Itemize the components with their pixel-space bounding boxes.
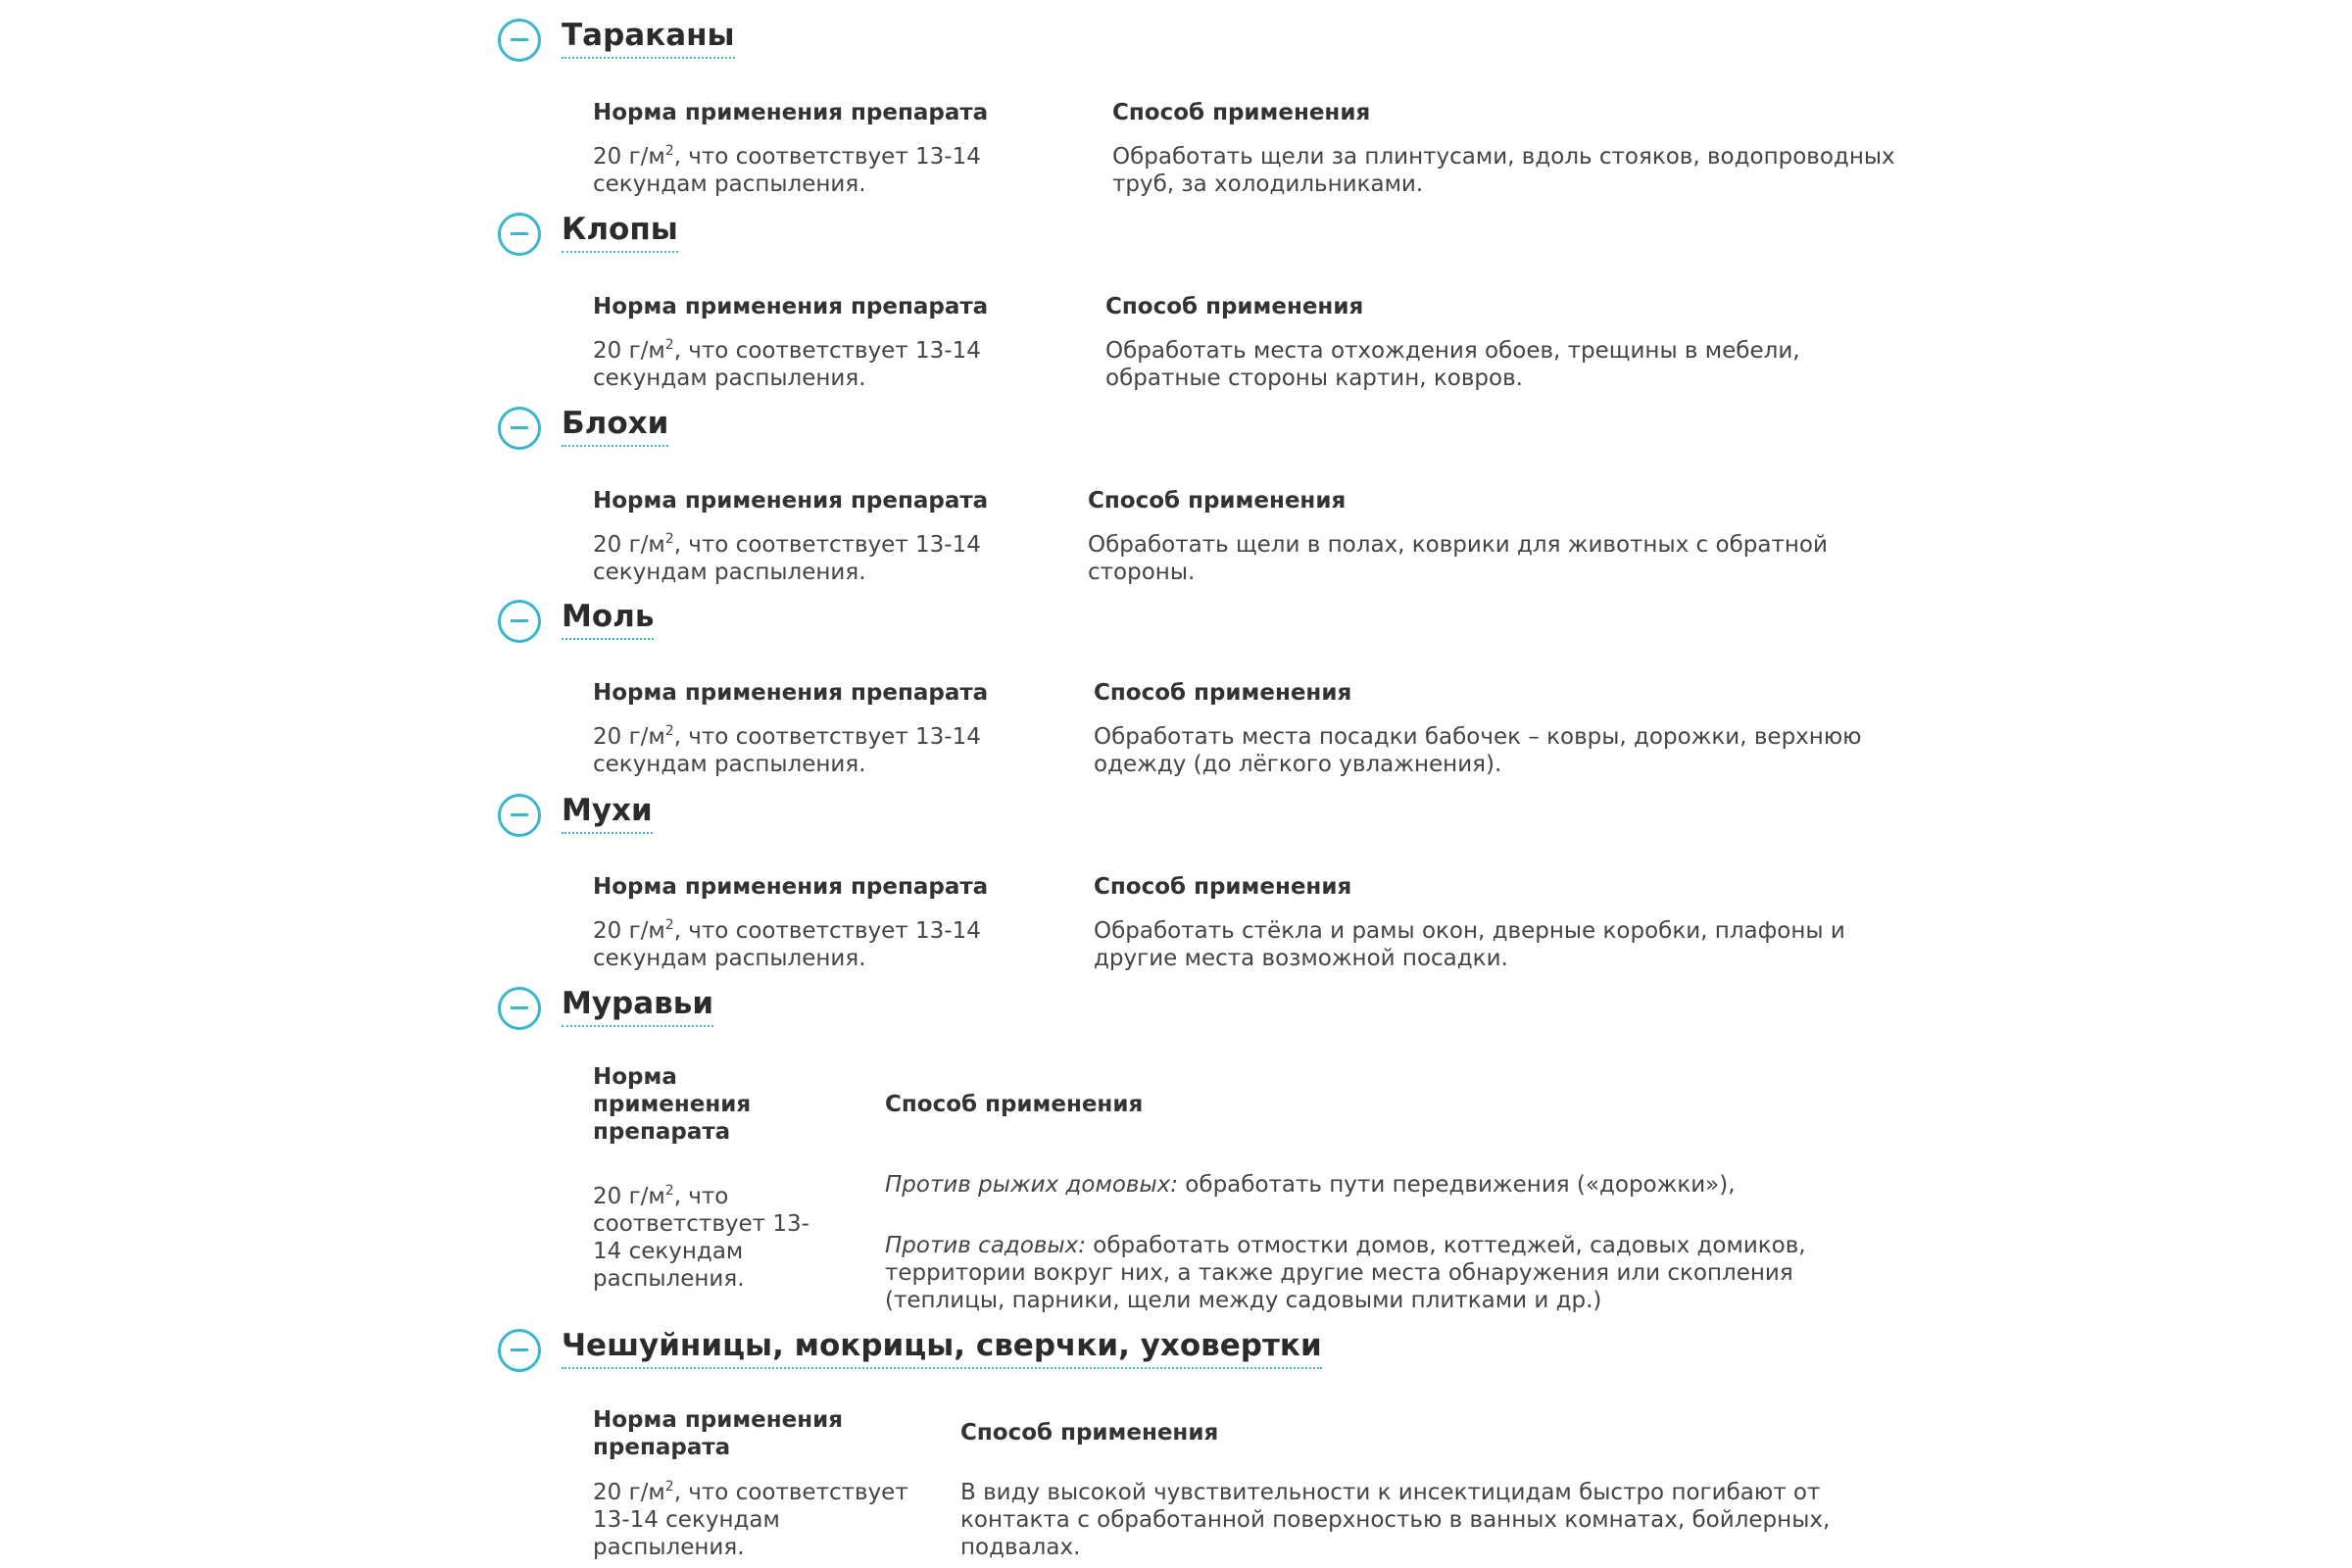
method-text: Обработать стёкла и рамы окон, дверные коробки, плафоны и другие места возможной посадки. xyxy=(1094,918,1845,971)
method-header: Способ применения xyxy=(1094,680,1352,706)
method-text-house-ants: Против рыжих домовых: обработать пути передвижения («дорожки»), xyxy=(885,1172,1736,1198)
section-title[interactable]: Моль xyxy=(562,597,654,640)
method-text: В виду высокой чувствительности к инсектицидам быстро погибают от контакта с обработанной поверхностью в ванных комнатах, бойлерных, подвалах. xyxy=(960,1480,1831,1560)
collapse-minus-icon[interactable] xyxy=(498,600,541,643)
method-text: Обработать места посадки бабочек – ковры, дорожки, верхнюю одежду (до лёгкого увлажнения). xyxy=(1094,724,1862,777)
section-title[interactable]: Тараканы xyxy=(562,16,735,59)
norm-text: 20 $г/м^2$, что соответствует 13- 14 секундам распыления. xyxy=(593,1183,809,1292)
method-header: Способ применения xyxy=(1112,100,1371,125)
method-text: Обработать щели в полах, коврики для животных с обратной стороны. xyxy=(1088,532,1828,585)
norm-text: 20 $г/м^2$, что соответствует 13-14 секундам распыления. xyxy=(593,337,981,391)
norm-text: 20 $г/м^2$, что соответствует 13-14 секундам распыления. xyxy=(593,1479,908,1560)
norm-text: 20 $г/м^2$, что соответствует 13-14 секундам распыления. xyxy=(593,917,981,971)
collapse-minus-icon[interactable] xyxy=(498,794,541,837)
norm-header: Норма применения препарата xyxy=(593,1407,843,1460)
norm-text: 20 $г/м^2$, что соответствует 13-14 секундам распыления. xyxy=(593,723,981,777)
norm-header: Норма применения препарата xyxy=(593,100,989,125)
collapse-minus-icon[interactable] xyxy=(498,407,541,450)
method-text: Обработать щели за плинтусами, вдоль стояков, водопроводных труб, за холодильниками. xyxy=(1112,144,1895,197)
method-header: Способ применения xyxy=(1094,874,1352,900)
norm-text: 20 $г/м^2$, что соответствует 13-14 секундам распыления. xyxy=(593,143,981,197)
section-title[interactable]: Блохи xyxy=(562,404,668,447)
section-title[interactable]: Муравьи xyxy=(562,984,713,1027)
norm-header: Норма применения препарата xyxy=(593,680,989,706)
norm-header: Норма применения препарата xyxy=(593,1064,752,1145)
method-header: Способ применения xyxy=(1105,294,1364,319)
collapse-minus-icon[interactable] xyxy=(498,987,541,1030)
norm-text: 20 $г/м^2$, что соответствует 13-14 секундам распыления. xyxy=(593,531,981,585)
collapse-minus-icon[interactable] xyxy=(498,19,541,62)
section-title[interactable]: Мухи xyxy=(562,791,653,834)
method-header: Способ применения xyxy=(1088,488,1347,514)
collapse-minus-icon[interactable] xyxy=(498,213,541,256)
norm-header: Норма применения препарата xyxy=(593,488,989,514)
method-text: Обработать места отхождения обоев, трещины в мебели, обратные стороны картин, ковров. xyxy=(1105,338,1800,391)
section-title[interactable]: Клопы xyxy=(562,210,678,253)
norm-header: Норма применения препарата xyxy=(593,874,989,900)
method-text-garden-ants: Против садовых: обработать отмостки домов, коттеджей, садовых домиков, территории вокруг них, а также другие места обнаружения или скопления (теплицы, парники, щели между садовыми плитками и др.) xyxy=(885,1233,1806,1313)
collapse-minus-icon[interactable] xyxy=(498,1329,541,1372)
section-title[interactable]: Чешуйницы, мокрицы, сверчки, уховертки xyxy=(562,1326,1322,1369)
method-header: Способ применения xyxy=(960,1420,1219,1446)
norm-header: Норма применения препарата xyxy=(593,294,989,319)
method-header: Способ применения xyxy=(885,1092,1144,1117)
